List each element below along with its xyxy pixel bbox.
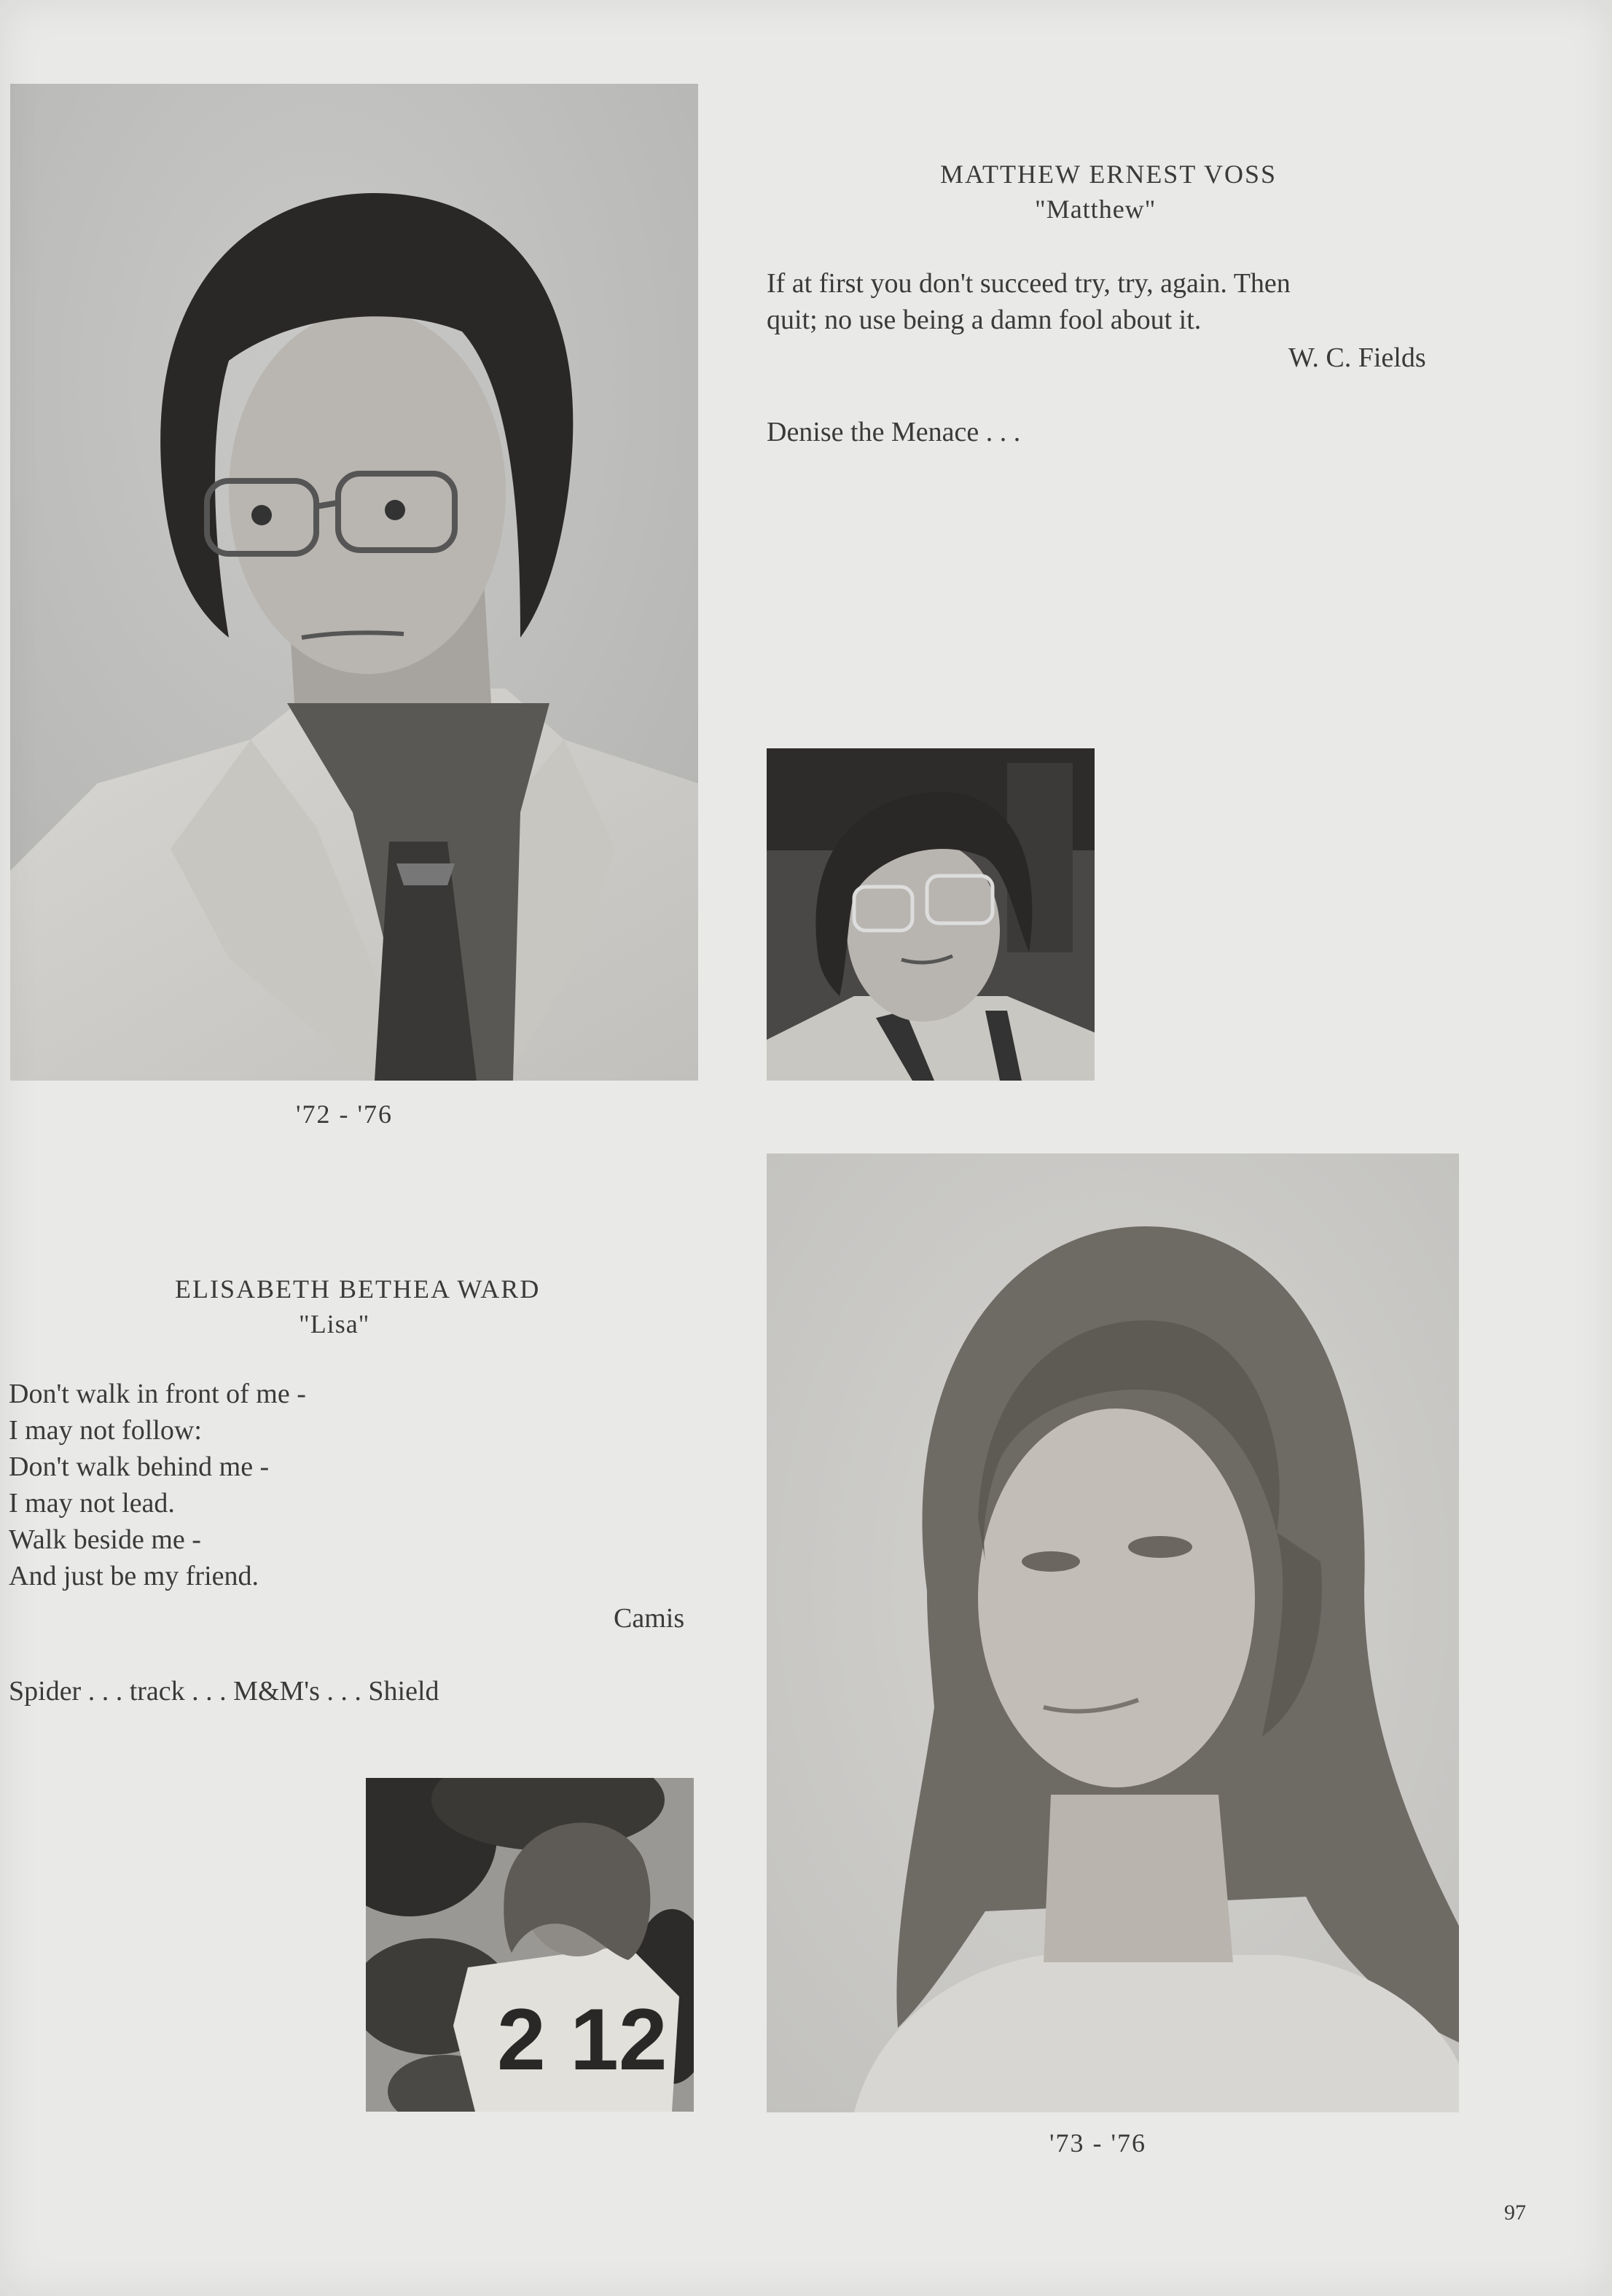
student-2-portrait: [767, 1153, 1459, 2112]
jersey-number: 2 12: [497, 1991, 668, 2088]
student-1-quote-author: W. C. Fields: [1288, 342, 1426, 373]
student-1-quote-line-1: If at first you don't succeed try, try, again. Then: [767, 268, 1291, 299]
student-1-years: '72 - '76: [296, 1100, 393, 1129]
candid-photo-girl-jersey-icon: [366, 1778, 694, 2112]
student-2-quote-line: I may not follow:: [9, 1415, 202, 1446]
student-2-memory: Spider . . . track . . . M&M's . . . Shield: [9, 1676, 439, 1707]
student-2-quote-author: Camis: [614, 1603, 685, 1634]
student-2-quote: [9, 1376, 306, 1594]
student-1-portrait: [10, 84, 698, 1081]
student-2-quote-line: Don't walk in front of me -: [9, 1379, 306, 1409]
student-2-candid-photo: [366, 1778, 694, 2112]
student-2-quote-line: Walk beside me -: [9, 1524, 201, 1555]
student-2-nickname: "Lisa": [299, 1309, 370, 1339]
page-number: 97: [1504, 2201, 1526, 2225]
student-2-name: ELISABETH BETHEA WARD: [175, 1274, 541, 1304]
senior-portrait-girl-icon: [767, 1153, 1459, 2112]
student-1-name: MATTHEW ERNEST VOSS: [940, 160, 1278, 189]
student-2-quote-line: And just be my friend.: [9, 1561, 259, 1591]
student-1-quote-line-2: quit; no use being a damn fool about it.: [767, 305, 1202, 335]
student-2-years: '73 - '76: [1049, 2128, 1146, 2158]
student-1-nickname: "Matthew": [1035, 195, 1157, 224]
student-2-quote-line: Don't walk behind me -: [9, 1451, 270, 1482]
student-2-quote-line: I may not lead.: [9, 1488, 175, 1519]
student-1-memory: Denise the Menace . . .: [767, 417, 1021, 447]
candid-photo-boy-icon: [767, 748, 1095, 1081]
senior-portrait-boy-icon: [10, 84, 698, 1081]
student-1-candid-photo: [767, 748, 1095, 1081]
